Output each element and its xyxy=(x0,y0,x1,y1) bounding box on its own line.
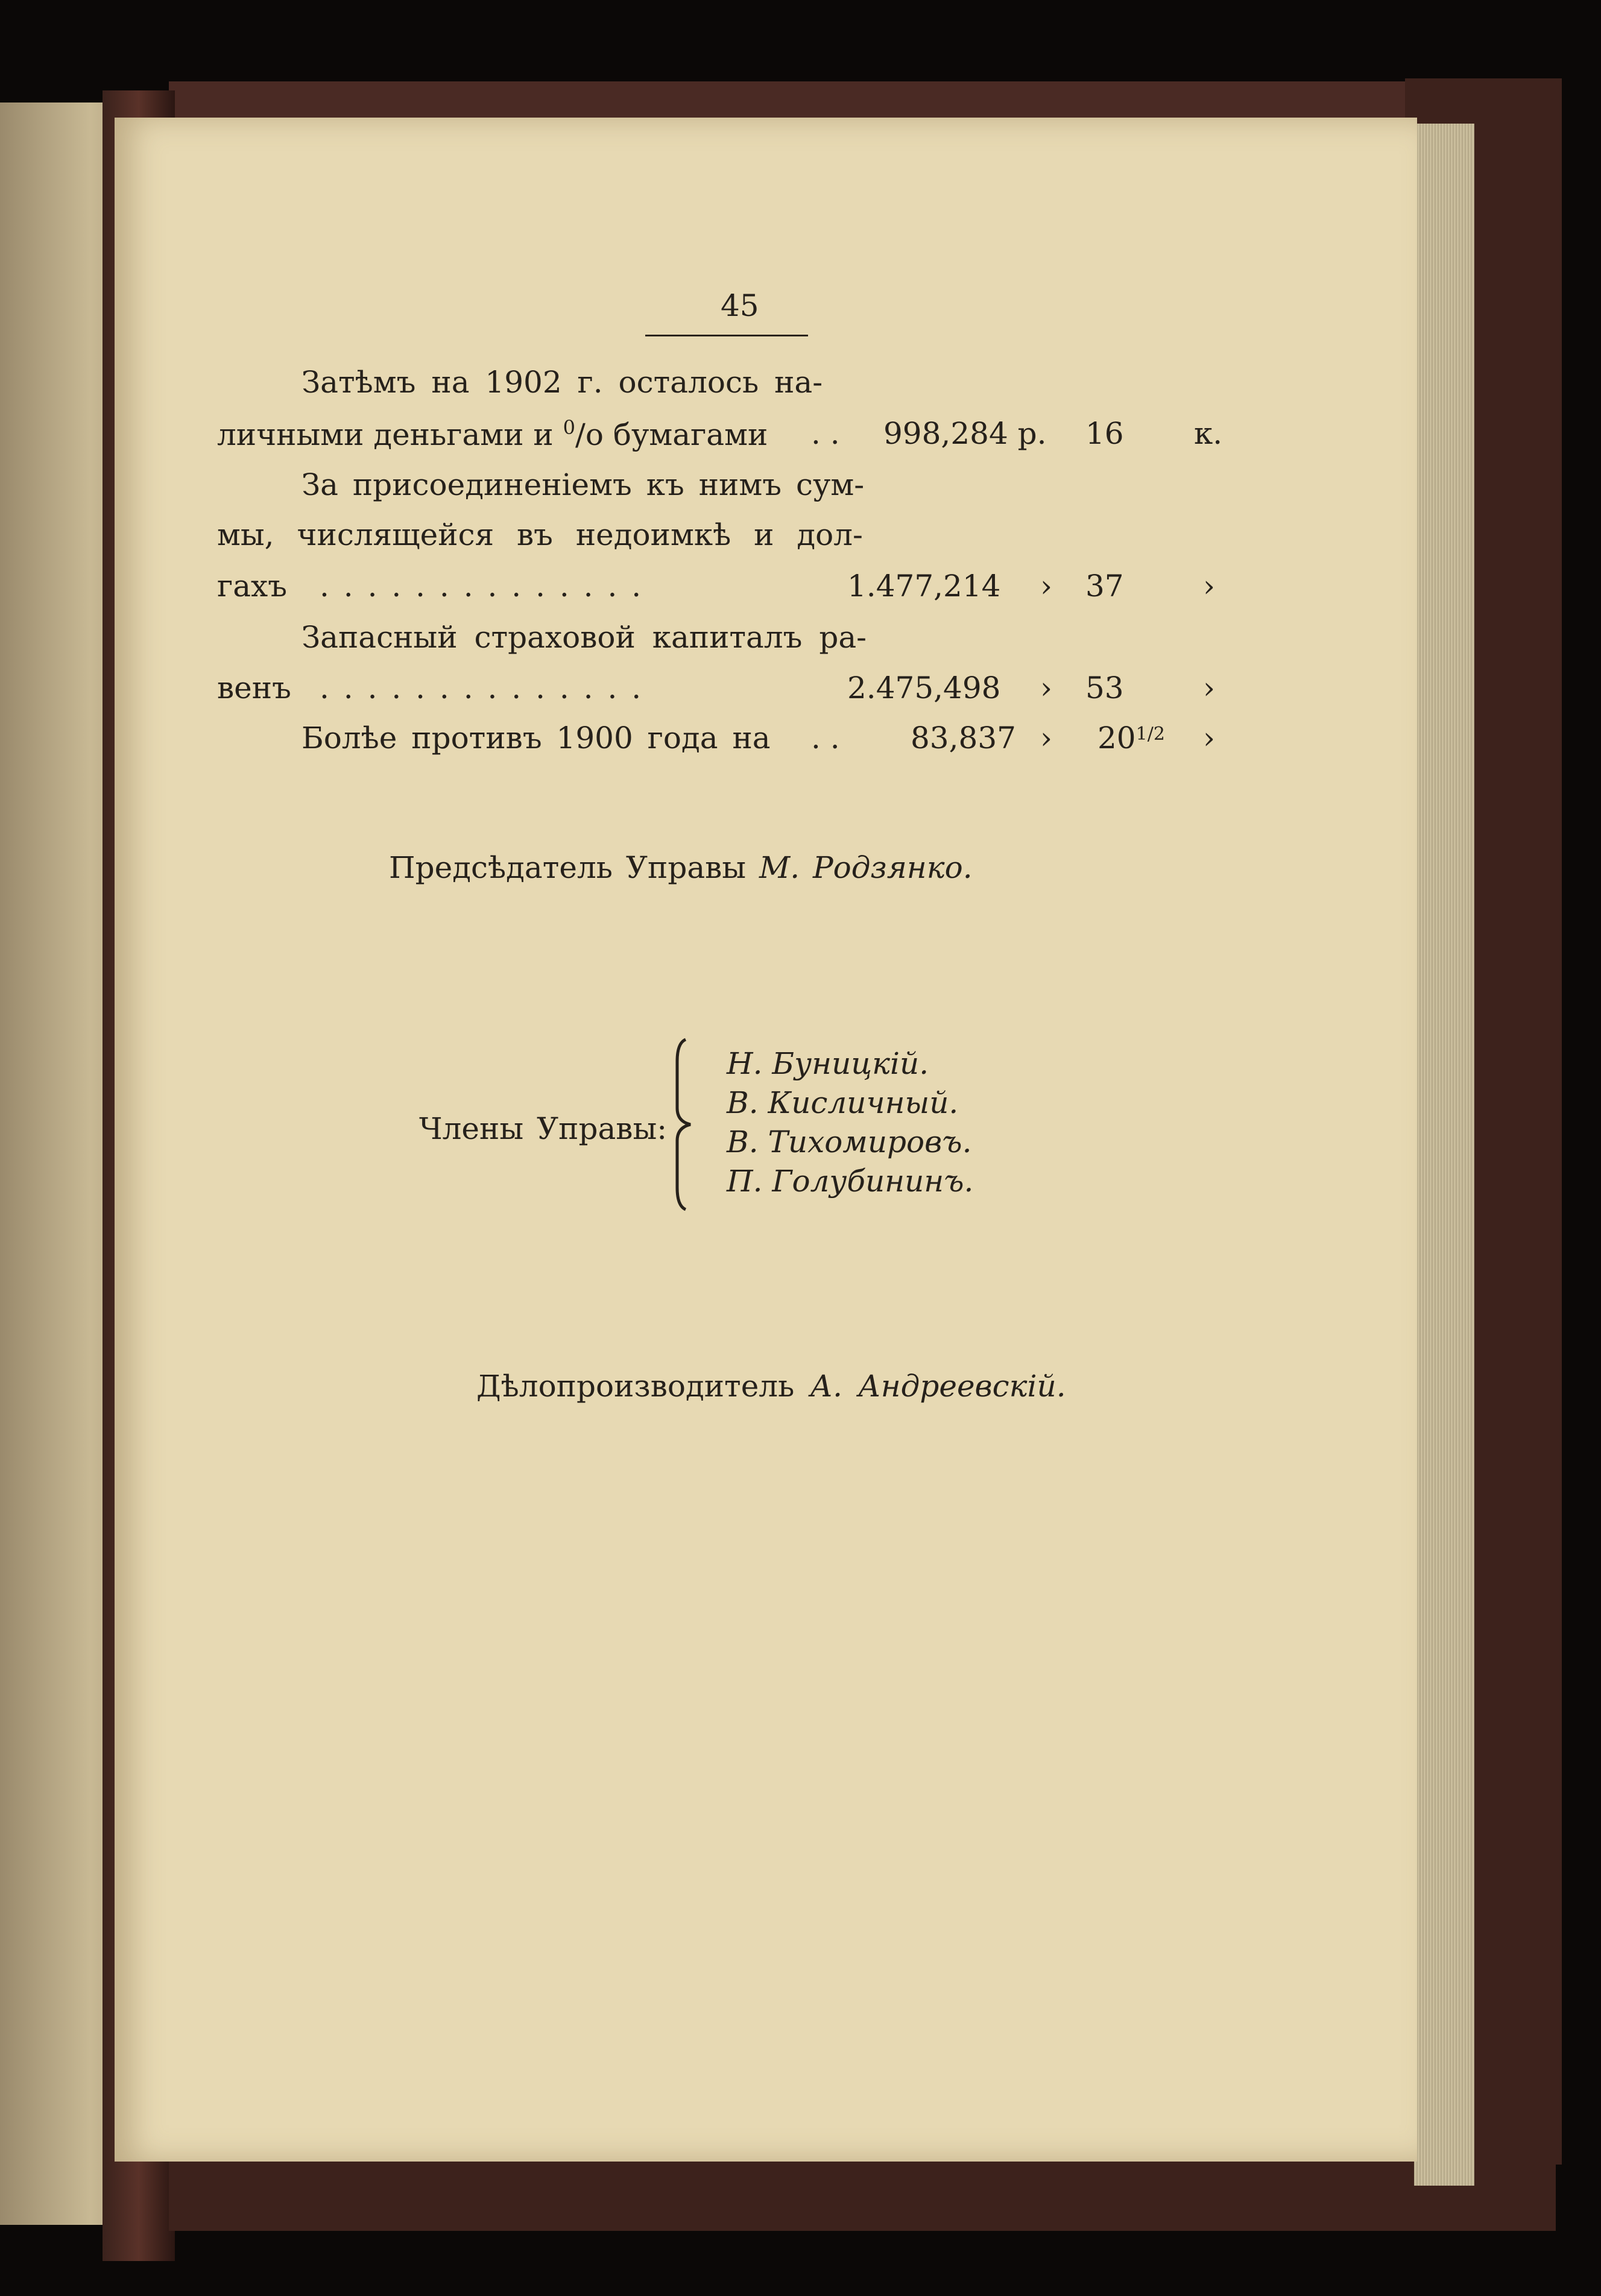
ledger-line-7-unit: › xyxy=(1203,670,1215,705)
member-name-4: П. Голубининъ. xyxy=(727,1164,974,1199)
ledger-line-5-dots: . . . . . . . . . . . . . . xyxy=(320,569,644,604)
ledger-line-8-amount: 83,837 xyxy=(911,721,1016,755)
clerk-name: А. Андреевскій. xyxy=(810,1369,1066,1404)
ledger-line-7-text: венъ xyxy=(217,670,291,705)
ledger-line-7-amount: 2.475,498 xyxy=(847,670,1001,705)
ledger-line-8-kopecks xyxy=(1097,721,1165,755)
page-number-rule xyxy=(645,335,808,336)
ledger-line-5-separator: › xyxy=(1040,569,1052,604)
ledger-line-4: мы, числящейся въ недоимкѣ и дол- xyxy=(217,517,863,552)
ledger-line-5-unit: › xyxy=(1203,569,1215,604)
ledger-line-7-dots: . . . . . . . . . . . . . . xyxy=(320,670,644,705)
ledger-line-5-kopecks: 37 xyxy=(1085,569,1124,604)
ledger-line-7-kopecks: 53 xyxy=(1085,670,1124,705)
members-label: Члены Управы: xyxy=(419,1111,668,1146)
ledger-line-2-dots: . . xyxy=(811,416,840,451)
percent-sign-top: 0 xyxy=(563,416,575,439)
ledger-line-2 xyxy=(217,416,768,452)
clerk-label: Дѣлопроизводитель xyxy=(476,1369,795,1404)
ledger-line-2-text-a: личными деньгами и xyxy=(217,417,563,452)
ledger-line-8-dots: . . xyxy=(811,721,840,755)
ledger-line-2-kopecks: 16 xyxy=(1085,416,1124,451)
members-brace xyxy=(672,1037,709,1212)
ledger-line-2-text-b: /о бумагами xyxy=(575,417,768,452)
ledger-line-6: Запасный страховой капиталъ ра- xyxy=(302,620,867,655)
ledger-line-8-separator: › xyxy=(1040,721,1052,755)
member-name-2: В. Кисличный. xyxy=(727,1085,959,1120)
ledger-line-2-unit: к. xyxy=(1194,416,1223,451)
member-name-3: В. Тихомировъ. xyxy=(727,1124,972,1159)
ledger-line-1: Затѣмъ на 1902 г. осталось на- xyxy=(302,365,823,400)
ledger-line-5-text: гахъ xyxy=(217,569,288,604)
ledger-line-5-amount: 1.477,214 xyxy=(847,569,1001,604)
chairman-name: М. Родзянко. xyxy=(759,850,973,885)
ledger-line-8-kopecks-fraction: 1/2 xyxy=(1135,724,1165,745)
ledger-line-2-amount: 998,284 р. xyxy=(883,416,1047,451)
page-edges xyxy=(1414,124,1474,2186)
chairman-signature xyxy=(389,850,973,885)
member-name-1: Н. Буницкій. xyxy=(727,1046,929,1081)
ledger-line-8-text: Болѣе противъ 1900 года на xyxy=(302,721,771,755)
page-number: 45 xyxy=(721,288,759,323)
chairman-label: Предсѣдатель Управы xyxy=(389,850,747,885)
clerk-signature xyxy=(476,1369,1066,1404)
ledger-line-8-kopecks-main: 20 xyxy=(1097,721,1136,755)
ledger-line-7-separator: › xyxy=(1040,670,1052,705)
ledger-line-3: За присоединеніемъ къ нимъ сум- xyxy=(302,467,865,502)
ledger-line-8-unit: › xyxy=(1203,721,1215,755)
